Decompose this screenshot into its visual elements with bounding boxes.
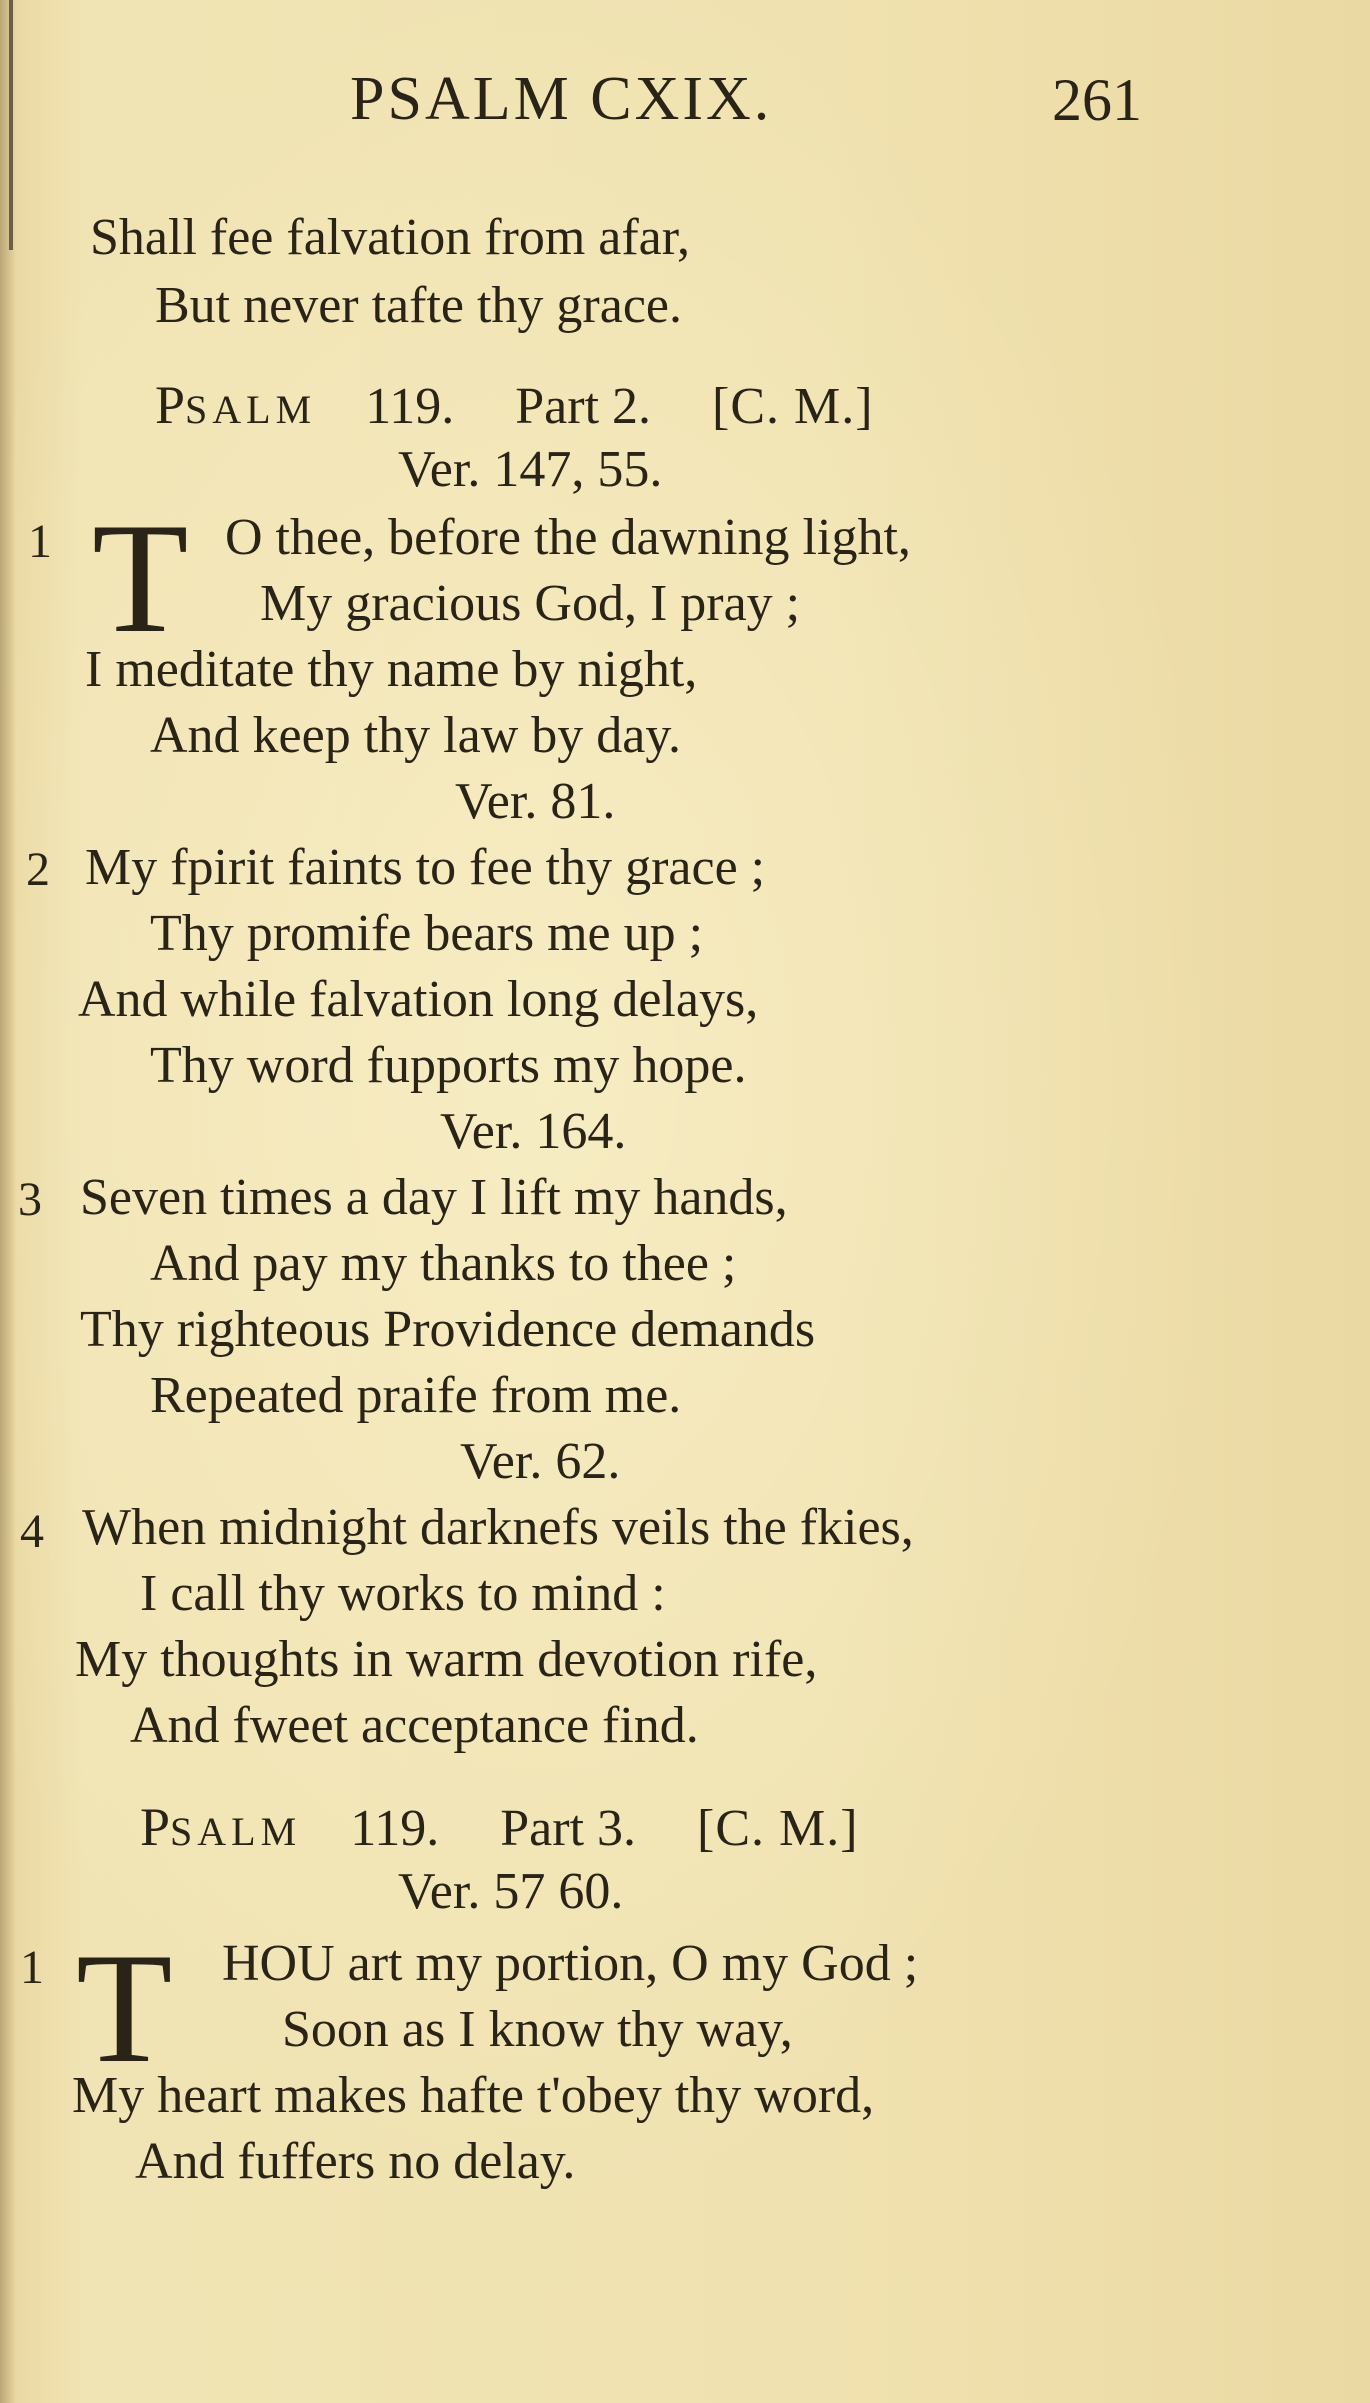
running-head: PSALM CXIX. <box>350 65 773 133</box>
part2-psalm-cap: P <box>155 375 186 435</box>
part2-part-label: Part 2. <box>515 378 652 435</box>
verse-line: Seven times a day I lift my hands, <box>80 1169 788 1226</box>
verse-line: My heart makes hafte t'obey thy word, <box>72 2067 875 2124</box>
stanza-number: 1 <box>28 515 52 568</box>
verse-line: Repeated praife from me. <box>150 1367 682 1424</box>
part3-part-label: Part 3. <box>500 1800 637 1857</box>
verse-line: And keep thy law by day. <box>150 707 681 764</box>
part2-psalm-rest: SALM <box>185 387 317 432</box>
gutter-shadow-line <box>9 0 13 250</box>
part3-psalm-number: 119. <box>350 1800 440 1857</box>
verse-line: And pay my thanks to thee ; <box>150 1235 737 1292</box>
verse-line: Thy promife bears me up ; <box>150 905 704 962</box>
part3-psalm-cap: P <box>140 1797 171 1857</box>
part2-reference: Ver. 147, 55. <box>398 441 663 498</box>
verse-line: And fuffers no delay. <box>135 2133 576 2190</box>
verse-line: HOU art my portion, O my God ; <box>222 1935 919 1992</box>
stanza-number: 1 <box>20 1941 44 1994</box>
page-number: 261 <box>1052 67 1142 133</box>
part3-reference: Ver. 57 60. <box>398 1863 624 1920</box>
verse-line: I call thy works to mind : <box>140 1565 666 1622</box>
part2-heading <box>155 375 874 435</box>
drop-cap: T <box>76 1921 173 2096</box>
verse-line: My gracious God, I pray ; <box>260 575 801 632</box>
stanza-number: 2 <box>26 843 50 896</box>
verse-line: O thee, before the dawning light, <box>225 509 911 566</box>
part3-psalm-rest: SALM <box>170 1809 302 1854</box>
verse-line: Thy righteous Providence demands <box>80 1301 816 1358</box>
carryover-line-1: Shall fee falvation from afar, <box>90 209 690 266</box>
verse-line: And fweet acceptance find. <box>130 1697 699 1754</box>
stanza-number: 4 <box>20 1505 44 1558</box>
verse-line: And while falvation long delays, <box>78 971 759 1028</box>
page-gutter <box>0 0 16 2403</box>
verse-line: When midnight darknefs veils the fkies, <box>82 1499 914 1556</box>
verse-line: Soon as I know thy way, <box>282 2001 793 2058</box>
carryover-line-2: But never tafte thy grace. <box>155 277 682 334</box>
verse-line: My thoughts in warm devotion rife, <box>75 1631 818 1688</box>
stanza-reference: Ver. 164. <box>440 1103 627 1160</box>
part2-psalm-number: 119. <box>365 378 455 435</box>
verse-line: Thy word fupports my hope. <box>150 1037 747 1094</box>
part3-heading <box>140 1797 859 1857</box>
verse-line: My fpirit faints to fee thy grace ; <box>85 839 766 896</box>
part3-meter: [C. M.] <box>697 1800 859 1857</box>
verse-line: I meditate thy name by night, <box>85 641 698 698</box>
stanza-number: 3 <box>18 1173 42 1226</box>
drop-cap: T <box>92 491 189 666</box>
stanza-reference: Ver. 81. <box>455 773 616 830</box>
stanza-reference: Ver. 62. <box>460 1433 621 1490</box>
part2-meter: [C. M.] <box>712 378 874 435</box>
